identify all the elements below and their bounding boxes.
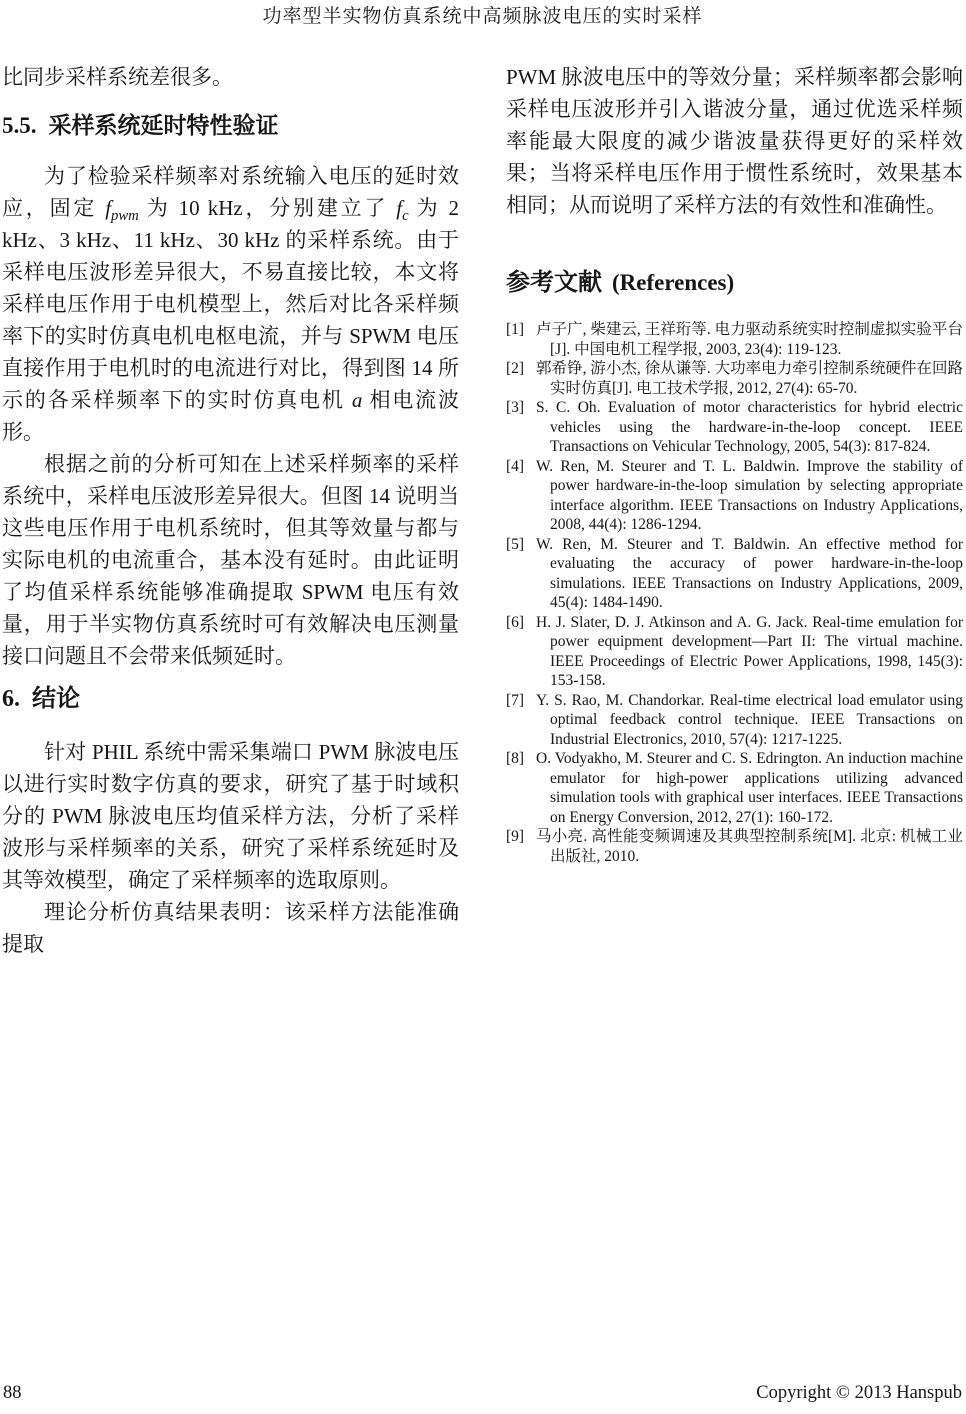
variable-base: f — [396, 196, 403, 220]
reference-number: [2] — [506, 360, 525, 377]
reference-text: S. C. Oh. Evaluation of motor characteristics for hybrid electric vehicles using the hardware-in-the-loop concept. IEEE Transactions on Vehicular Technology, 2005, 54(3): 817-824. — [536, 399, 963, 455]
reference-number: [7] — [506, 691, 525, 709]
section-6-heading — [2, 685, 459, 713]
page-footer — [2, 1382, 963, 1404]
reference-number: [3] — [506, 399, 525, 416]
two-column-layout — [2, 61, 963, 960]
section-title: 采样系统延时特性验证 — [48, 113, 279, 138]
reference-text: 郭希铮, 游小杰, 徐从谦等. 大功率电力牵引控制系统硬件在回路实时仿真[J]. 电工技术学报, 2012, 27(4): 65-70. — [536, 360, 963, 397]
conclusion-continuation-paragraph: PWM 脉波电压中的等效分量；采样频率都会影响采样电压波形并引入谐波分量，通过优选采样频率能最大限度的减少谐波量获得更好的采样效果；当将采样电压作用于惯性系统时，效果基本相同；从而说明了采样方法的有效性和准确性。 — [506, 65, 963, 217]
reference-number: [5] — [506, 535, 525, 553]
paragraph-text: 为 10 kHz，分别建立了 — [138, 196, 397, 220]
reference-list — [506, 320, 963, 866]
reference-item — [506, 320, 963, 359]
section-5-5-heading — [2, 112, 459, 140]
reference-number: [4] — [506, 457, 525, 475]
reference-item — [506, 691, 963, 750]
paragraph-text: 相电流波形。 — [2, 388, 460, 444]
left-column — [2, 61, 459, 960]
references-heading-en: (References) — [612, 270, 735, 295]
section-title: 结论 — [32, 686, 80, 712]
references-heading-zh: 参考文献 — [506, 270, 602, 296]
paragraph-conclusion-2: 理论分析仿真结果表明：该采样方法能准确提取 — [2, 900, 459, 956]
paragraph-sampling-delay — [2, 160, 459, 448]
reference-number: [6] — [506, 613, 525, 631]
section-number: 5.5. — [2, 113, 37, 138]
continuation-paragraph: 比同步采样系统差很多。 — [2, 65, 233, 89]
reference-text: 马小亮. 高性能变频调速及其典型控制系统[M]. 北京: 机械工业出版社, 2010. — [536, 828, 963, 865]
paragraph-conclusion-1: 针对 PHIL 系统中需采集端口 PWM 脉波电压以进行实时数字仿真的要求，研究了基于时域积分的 PWM 脉波电压均值采样方法，分析了采样波形与采样频率的关系，研究了采样系统延时及其等效模型，确定了采样频率的选取原则。 — [2, 740, 459, 892]
page-number: 88 — [3, 1383, 22, 1403]
paragraph-text: 为了检验采样频率对系统输入电压的延时效应，固定 — [2, 164, 459, 220]
reference-item — [506, 457, 963, 535]
paragraph-text: 为 2 kHz、3 kHz、11 kHz、30 kHz 的采样系统。由于采样电压波形差异很大，不易直接比较，本文将采样电压作用于电机模型上，然后对比各采样频率下的实时仿真电机电枢电流，并与 SPWM 电压直接作用于电机时的电流进行对比，得到图 14 所示的各采样频率下的实时仿真电机 — [2, 196, 460, 412]
variable-subscript: c — [402, 208, 409, 225]
reference-text: Y. S. Rao, M. Chandorkar. Real-time electrical load emulator using optimal feedback control technique. IEEE Transactions on Industrial Electronics, 2010, 57(4): 1217-1225. — [536, 691, 963, 748]
copyright-notice: Copyright © 2013 Hanspub — [756, 1383, 962, 1403]
reference-item — [506, 398, 963, 457]
variable-a-phase: a — [351, 388, 363, 412]
reference-text: H. J. Slater, D. J. Atkinson and A. G. Jack. Real-time emulation for power equipment development—Part II: The virtual machine. IEEE Proceedings of Electric Power Applications, 1998, 145(3): 153-158. — [536, 613, 963, 689]
variable-fpwm — [105, 196, 139, 225]
reference-text: W. Ren, M. Steurer and T. L. Baldwin. Improve the stability of power hardware-in-the-loop simulation by selecting appropriate interface algorithm. IEEE Transactions on Industry Applications, 2008, 44(4): 1286-1294. — [536, 457, 963, 533]
variable-fc — [396, 196, 409, 225]
variable-base: f — [105, 196, 112, 220]
reference-item — [506, 613, 963, 691]
variable-subscript: pwm — [111, 208, 139, 225]
reference-number: [8] — [506, 750, 525, 767]
reference-item — [506, 535, 963, 613]
right-column — [506, 61, 963, 960]
running-head-title: 功率型半实物仿真系统中高频脉波电压的实时采样 — [262, 6, 703, 27]
reference-item — [506, 749, 963, 827]
reference-number: [9] — [506, 828, 525, 845]
references-heading — [506, 268, 963, 298]
paragraph-analysis: 根据之前的分析可知在上述采样频率的采样系统中，采样电压波形差异很大。但图 14 说明当这些电压作用于电机系统时，但其等效量与都与实际电机的电流重合，基本没有延时。由此证明了均值采样系统能够准确提取 SPWM 电压有效量，用于半实物仿真系统时可有效解决电压测量接口问题且不会带来低频延时。 — [2, 452, 459, 668]
reference-item — [506, 359, 963, 398]
reference-item — [506, 827, 963, 866]
section-number: 6. — [2, 686, 20, 712]
reference-text: O. Vodyakho, M. Steurer and C. S. Edrington. An induction machine emulator for high-power applications utilizing advanced simulation tools with graphical user interfaces. IEEE Transactions on Energy Conversion, 2012, 27(1): 160-172. — [536, 750, 963, 826]
reference-text: 卢子广, 柴建云, 王祥珩等. 电力驱动系统实时控制虚拟实验平台[J]. 中国电机工程学报, 2003, 23(4): 119-123. — [536, 321, 963, 358]
reference-text: W. Ren, M. Steurer and T. Baldwin. An effective method for evaluating the accuracy of power hardware-in-the-loop simulations. IEEE Transactions on Industry Applications, 2009, 45(4): 1484-1490. — [536, 535, 963, 611]
reference-number: [1] — [506, 321, 525, 338]
